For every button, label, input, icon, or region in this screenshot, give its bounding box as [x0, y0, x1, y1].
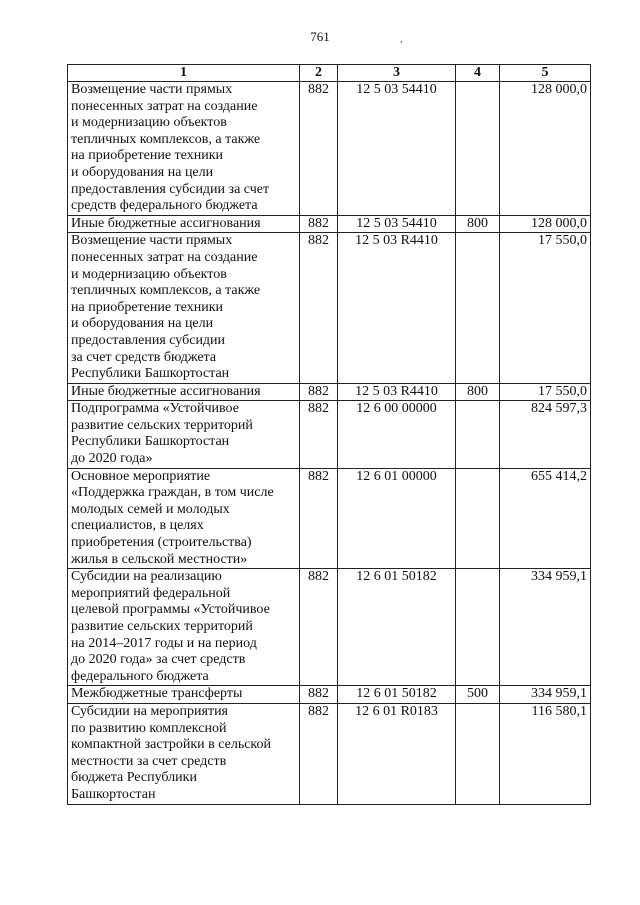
row-classifier-cell: 12 5 03 54410 [338, 82, 456, 216]
row-classifier-cell: 12 6 01 R0183 [338, 703, 456, 804]
row-amount-cell: 17 550,0 [500, 383, 591, 401]
row-type-cell [456, 468, 500, 569]
row-name-cell: Иные бюджетные ассигнования [68, 215, 300, 233]
row-type-cell [456, 569, 500, 686]
row-name-cell: Подпрограмма «Устойчивое развитие сельских территорий Республики Башкортостан до 2020 года» [68, 401, 300, 468]
table-row [68, 215, 591, 233]
table-row [68, 82, 591, 216]
row-name-cell: Основное мероприятие «Поддержка граждан, в том числе молодых семей и молодых специалистов, в целях приобретения (строительства) жилья в сельской местности» [68, 468, 300, 569]
header-row [68, 65, 591, 82]
page-mark: , [400, 34, 403, 45]
row-type-cell: 800 [456, 215, 500, 233]
row-type-cell [456, 703, 500, 804]
row-classifier-cell: 12 6 01 00000 [338, 468, 456, 569]
row-code-cell: 882 [300, 233, 338, 383]
header-cell: 1 [68, 65, 300, 82]
row-code-cell: 882 [300, 468, 338, 569]
row-type-cell [456, 82, 500, 216]
row-code-cell: 882 [300, 703, 338, 804]
row-name-cell: Субсидии на реализацию мероприятий федеральной целевой программы «Устойчивое развитие сельских территорий на 2014–2017 годы и на период до 2020 года» за счет средств федерального бюджета [68, 569, 300, 686]
row-amount-cell: 655 414,2 [500, 468, 591, 569]
row-amount-cell: 334 959,1 [500, 569, 591, 686]
row-code-cell: 882 [300, 569, 338, 686]
row-type-cell [456, 401, 500, 468]
row-classifier-cell: 12 5 03 R4410 [338, 233, 456, 383]
row-code-cell: 882 [300, 686, 338, 704]
row-type-cell: 500 [456, 686, 500, 704]
row-name-cell: Иные бюджетные ассигнования [68, 383, 300, 401]
page-number: 761 [310, 29, 330, 44]
table-row [68, 703, 591, 804]
row-classifier-cell: 12 5 03 54410 [338, 215, 456, 233]
row-amount-cell: 824 597,3 [500, 401, 591, 468]
row-code-cell: 882 [300, 401, 338, 468]
row-name-cell: Возмещение части прямых понесенных затрат на создание и модернизацию объектов тепличных комплексов, а также на приобретение техники и оборудования на цели предоставления субсидии за счет средств федерального бюджета [68, 82, 300, 216]
table-body [68, 82, 591, 805]
row-type-cell [456, 233, 500, 383]
row-amount-cell: 128 000,0 [500, 82, 591, 216]
row-name-cell: Возмещение части прямых понесенных затрат на создание и модернизацию объектов тепличных комплексов, а также на приобретение техники и оборудования на цели предоставления субсидии за счет средств бюджета Республики Башкортостан [68, 233, 300, 383]
header-cell: 2 [300, 65, 338, 82]
row-amount-cell: 17 550,0 [500, 233, 591, 383]
row-code-cell: 882 [300, 215, 338, 233]
row-amount-cell: 116 580,1 [500, 703, 591, 804]
row-classifier-cell: 12 6 01 50182 [338, 569, 456, 686]
table-row [68, 468, 591, 569]
row-name-cell: Субсидии на мероприятия по развитию комплексной компактной застройки в сельской местности за счет средств бюджета Республики Башкортостан [68, 703, 300, 804]
row-classifier-cell: 12 6 00 00000 [338, 401, 456, 468]
header-cell: 5 [500, 65, 591, 82]
table-row [68, 686, 591, 704]
row-code-cell: 882 [300, 383, 338, 401]
budget-table [67, 64, 591, 805]
header-cell: 3 [338, 65, 456, 82]
table-row [68, 383, 591, 401]
row-name-cell: Межбюджетные трансферты [68, 686, 300, 704]
row-classifier-cell: 12 6 01 50182 [338, 686, 456, 704]
header-cell: 4 [456, 65, 500, 82]
row-amount-cell: 128 000,0 [500, 215, 591, 233]
table-row [68, 401, 591, 468]
row-amount-cell: 334 959,1 [500, 686, 591, 704]
table-row [68, 233, 591, 383]
row-classifier-cell: 12 5 03 R4410 [338, 383, 456, 401]
table-row [68, 569, 591, 686]
row-code-cell: 882 [300, 82, 338, 216]
row-type-cell: 800 [456, 383, 500, 401]
